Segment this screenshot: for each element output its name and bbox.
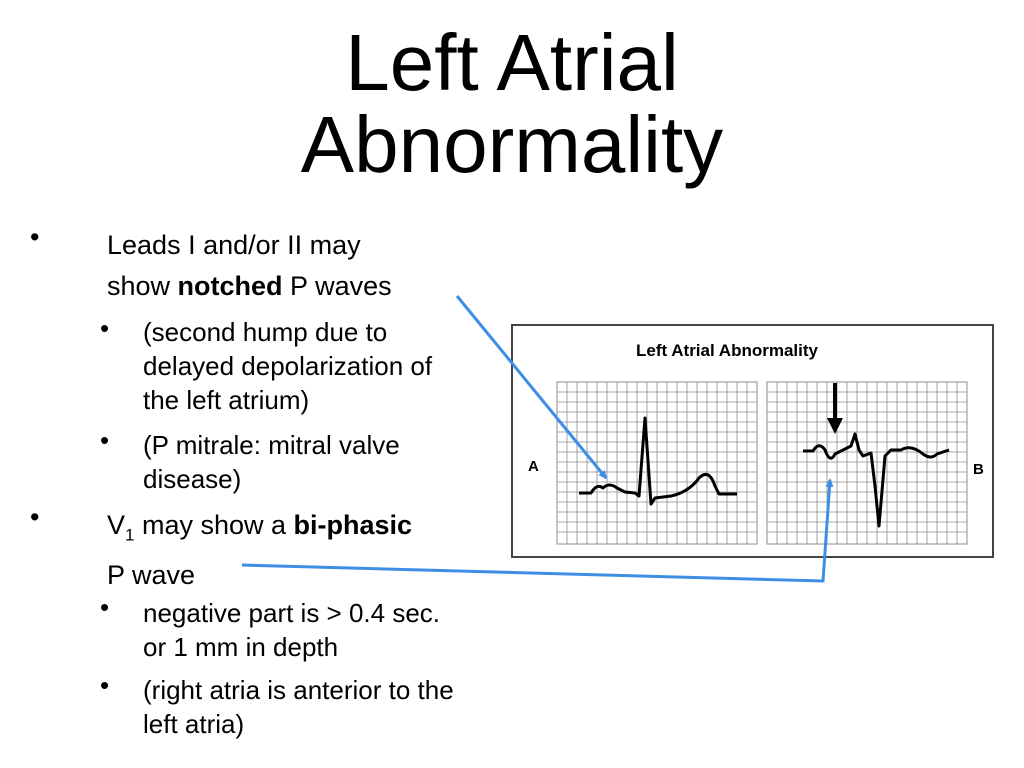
bullet-dot-icon: • [100, 425, 110, 455]
text-suffix: P waves [282, 271, 392, 301]
text-mid: may show a [134, 510, 294, 540]
bold-term: bi-phasic [293, 510, 413, 540]
text-prefix: V [107, 510, 126, 540]
sub-bullet-line: (right atria is anterior to the [143, 675, 454, 705]
sub-bullet-line: or 1 mm in depth [143, 632, 339, 662]
arrow-icon [457, 296, 606, 478]
sub-bullet-line: (P mitrale: mitral valve [143, 430, 400, 460]
bullet-dot-icon: • [100, 670, 110, 700]
title-line-2: Abnormality [300, 100, 724, 189]
text-prefix: show [107, 271, 178, 301]
sub-bullet-line: (second hump due to [143, 317, 388, 347]
bullet-line: Leads I and/or II may [107, 230, 361, 260]
panel-label-b: B [973, 461, 984, 478]
sub-bullet-line: disease) [143, 464, 242, 494]
panel-label-a: A [528, 458, 539, 475]
sub-bullet-line: negative part is > 0.4 sec. [143, 598, 441, 628]
bullet-dot-icon: • [100, 313, 110, 343]
bold-term: notched [177, 271, 283, 301]
subscript: 1 [125, 525, 135, 545]
bullet-dot-icon: • [100, 592, 110, 622]
bullet-dot-icon: • [30, 222, 40, 252]
sub-bullet-line: delayed depolarization of [143, 351, 433, 381]
bullet-dot-icon: • [30, 502, 40, 532]
sub-bullet-line: left atria) [143, 709, 245, 739]
arrow-icon [242, 480, 830, 581]
title-line-1: Left Atrial [345, 18, 679, 107]
sub-bullet-line: the left atrium) [143, 385, 310, 415]
bullet-line: P wave [107, 560, 196, 591]
figure-title: Left Atrial Abnormality [636, 341, 818, 360]
